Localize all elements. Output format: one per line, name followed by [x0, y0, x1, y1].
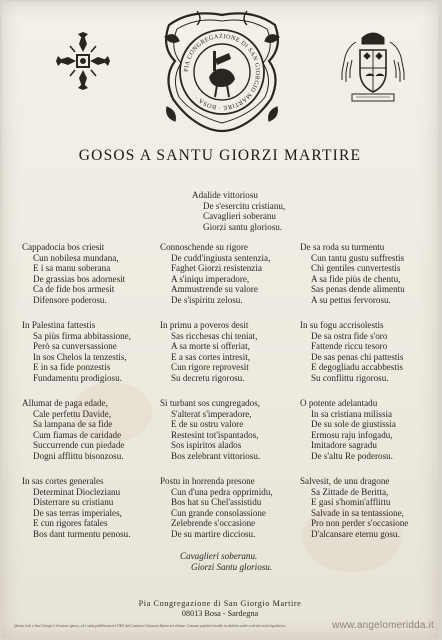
verse-line: Restesint tot'ispantados, — [171, 429, 259, 440]
verse-line: In sos Chelos la tenzestis, — [33, 351, 127, 362]
stanza — [22, 320, 131, 384]
verse-line: Salvade in sa tentassione, — [311, 507, 404, 518]
verse-line: De sa ostra fide s'oro — [311, 330, 388, 341]
verse-line: Sa lampana de sa fide — [33, 419, 113, 430]
verse-line: Ammustrende su valore — [171, 284, 258, 295]
stanza — [160, 398, 260, 462]
hymn-title: GOSOS A SANTU GIORZI MARTIRE — [78, 147, 362, 164]
verse-line: De grassias bos adornesit — [33, 273, 126, 284]
verse-line: De s'esercitu cristianu, — [203, 200, 286, 211]
intro-refrain — [192, 190, 285, 232]
verse-line: Su conflittu rigorosu. — [311, 372, 389, 383]
verse-line: Ermosu raju infogadu, — [311, 429, 393, 440]
verse-line: Imitadore sagradu — [311, 440, 377, 451]
verse-line: Chi gentiles cunvertestis — [311, 263, 401, 274]
watermark: www.angelomeridda.it — [332, 620, 434, 631]
stanza — [300, 476, 408, 540]
verse-line: Cavaglieri soberanu. — [180, 551, 258, 561]
verse-line: Cappadocia bos criesit — [22, 242, 105, 252]
verse-line: E gasi s'homin'afflittu — [311, 497, 391, 508]
verse-line: Allumat de paga edade, — [22, 398, 108, 408]
verse-line: Cun grande consolassione — [171, 507, 266, 518]
verse-line: In Palestina fattestis — [22, 320, 96, 330]
verse-line: Faghet Giorzi resistenzia — [171, 263, 262, 274]
verse-line: D'alcansare eternu gosu. — [311, 528, 400, 539]
verse-line: De s'altu Re poderosu. — [311, 450, 393, 461]
closing-refrain — [180, 551, 272, 572]
stanza — [300, 242, 405, 306]
verse-line: Cun rigore reprovesit — [171, 362, 249, 373]
verse-line: Bos dant turmentu penosu. — [33, 528, 131, 539]
verse-line: Si turbant sos cungregados, — [160, 398, 261, 408]
verse-line: Sa piùs firma abbitassione, — [33, 330, 131, 341]
verse-line: A sa morte si offeriat, — [171, 341, 250, 352]
verse-line: S'alterat s'imperadore, — [171, 408, 252, 419]
verse-line: E i sa manu soberana — [33, 263, 111, 274]
verse-line: Sa Zittade de Beritta, — [311, 486, 389, 497]
verse-line: De sas terras imperiales, — [33, 507, 122, 518]
verse-line: Sas ricchesas chi teniat, — [171, 330, 258, 341]
footer — [2, 599, 438, 619]
verse-line: In primu a poveros desit — [160, 320, 249, 330]
verse-line: Dogni afflittu bisonzosu. — [33, 450, 124, 461]
verse-line: Salvesit, de unu dragone — [300, 476, 390, 486]
verse-line: Ca de fide bos armesit — [33, 284, 115, 295]
verse-line: E cun rigores fatales — [33, 518, 108, 529]
verse-line: A s'iniqu imperadore, — [171, 273, 250, 284]
verse-line: Sas penas dende alimentu — [311, 284, 405, 295]
verse-line: Cum fiamas de caridade — [33, 429, 122, 440]
stanza — [300, 398, 396, 462]
verse-line: Bos hat su Chel'assistidu — [171, 497, 262, 508]
stanza — [22, 398, 124, 462]
stanza — [160, 242, 270, 306]
verse-line: Cale perfettu Davide, — [33, 408, 112, 419]
congregation-seal-icon — [157, 7, 287, 137]
document-sheet — [2, 2, 438, 638]
verse-line: In su fogu accrisolestis — [300, 320, 384, 330]
verse-line: Fattende riccu tesoro — [311, 341, 388, 352]
stanza — [22, 242, 125, 306]
seal-inscription: PIA CONGREGAZIONE DI SAN GIORGIO MARTIRE · BOSA · — [182, 32, 262, 112]
verse-line: Disterrare su cristianu — [33, 497, 114, 508]
cross-emblem-icon — [54, 30, 112, 92]
verse-line: De su martire dicciosu. — [171, 528, 256, 539]
verse-line: Giorzi santu gloriosu. — [203, 221, 283, 232]
verse-line: E a sas cortes intresit, — [171, 351, 251, 362]
verse-line: Difensore poderosu. — [33, 294, 107, 305]
verse-line: De cudd'ingiusta sentenzia, — [171, 252, 271, 263]
congregation-address: 08013 Bosa - Sardegna — [181, 609, 259, 618]
verse-line: Adalide vittoriosu — [192, 190, 258, 200]
verse-line: Postu in horrenda presone — [160, 476, 255, 486]
source-note: Questa lode a San Giorgio è di autore ignoto, ed è stata pubblicata nel 1965 dal Canonico Giovanni Spano nel volume: Canzoni popolari inedite in dialetto sardo centrale ossia logudorese. — [14, 624, 287, 628]
verse-line: Su decretu rigorosu. — [171, 372, 245, 383]
verse-line: De s'ispiritu zelosu. — [171, 294, 243, 305]
stanza — [160, 476, 273, 540]
verse-line: Cun d'una pedra opprimidu, — [171, 486, 273, 497]
verse-line: Bos zelebrant vittoriosu. — [171, 450, 261, 461]
verse-line: Cun nobilesa mundana, — [33, 252, 119, 263]
verse-line: Succurrende cun piedade — [33, 440, 125, 451]
verse-line: E in sa fide ponzestis — [33, 362, 111, 373]
verse-line: E de su ostru valore — [171, 419, 244, 430]
verse-line: Però sa cunversassione — [33, 341, 117, 352]
verse-line: Fundamentu prodigiosu. — [33, 372, 122, 383]
verse-line: De sas penas chi pattestis — [311, 351, 404, 362]
bishop-coat-of-arms-icon — [340, 28, 406, 106]
verse-line: In sas cortes generales — [22, 476, 104, 486]
verse-line: Determinat Dioclezianu — [33, 486, 121, 497]
stanza — [22, 476, 131, 540]
verse-line: Pro non perder s'occasione — [311, 518, 409, 529]
stanza — [160, 320, 257, 384]
verse-line: Connoschende su rigore — [160, 242, 248, 252]
verse-line: Cun tantu gustu suffrestis — [311, 252, 405, 263]
congregation-name: Pia Congregazione di San Giorgio Martire — [138, 599, 302, 608]
verse-line: Giorzi Santu gloriosu. — [191, 561, 273, 572]
verse-line: Zelebrende s'occasione — [171, 518, 256, 529]
verse-line: E degogliadu accabbestis — [311, 362, 403, 373]
verse-line: O potente adelantadu — [300, 398, 378, 408]
verse-line: Cavaglieri soberanu — [203, 211, 276, 222]
verse-line: De su sole de giustissia — [311, 419, 396, 430]
stanza — [300, 320, 403, 384]
verse-line: In sa cristiana milissia — [311, 408, 393, 419]
verse-line: A su pettus fervorosu. — [311, 294, 391, 305]
verse-line: Sos ispiritos alados — [171, 440, 242, 451]
verse-line: De sa roda su turmentu — [300, 242, 385, 252]
verse-line: A sa fide piùs de chentu, — [311, 273, 401, 284]
